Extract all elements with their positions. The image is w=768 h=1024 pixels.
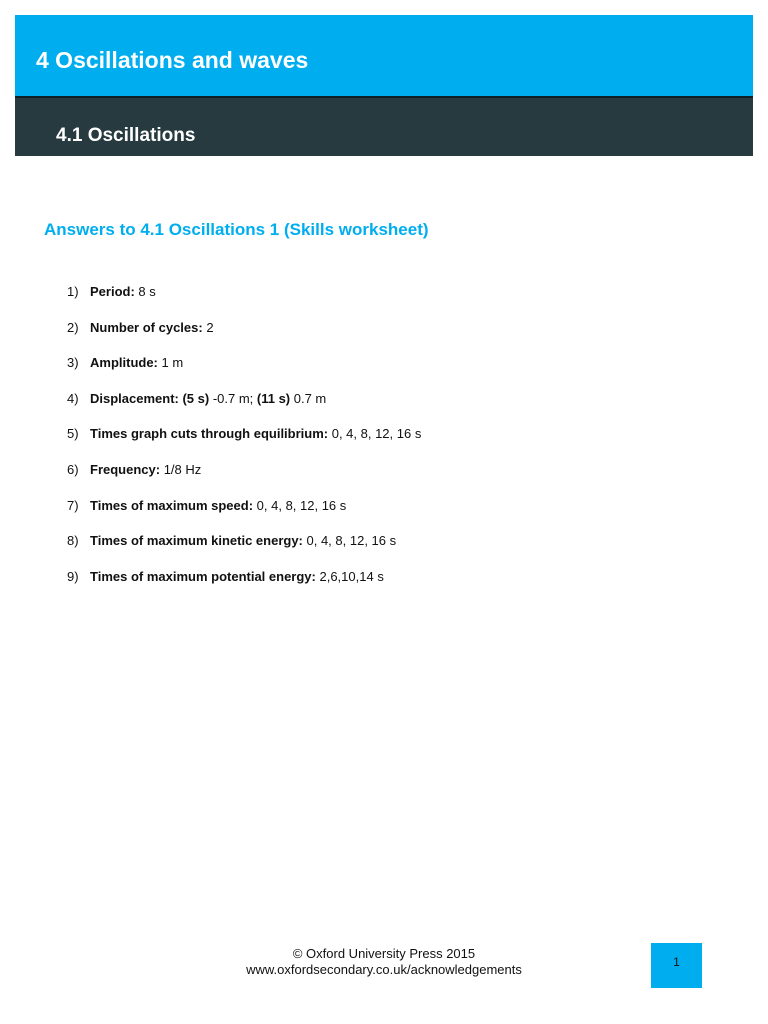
answer-value: 0, 4, 8, 12, 16 s	[253, 497, 347, 513]
answer-label: (11 s)	[256, 390, 291, 406]
answer-item	[0, 319, 768, 355]
answer-text	[90, 319, 214, 336]
answer-item	[0, 425, 768, 461]
chapter-title: 4 Oscillations and waves	[36, 47, 309, 73]
answer-text	[90, 461, 201, 478]
answer-value: 8 s	[134, 284, 156, 299]
answers-heading: Answers to 4.1 Oscillations 1 (Skills worksheet)	[44, 220, 429, 239]
answer-value: 0, 4, 8, 12, 16 s	[302, 533, 397, 549]
answer-label: Amplitude:	[90, 355, 158, 371]
answer-label: Times of maximum potential energy:	[90, 568, 316, 584]
answer-value: 1 m	[157, 355, 184, 371]
answer-number: 6)	[67, 461, 79, 477]
answer-label: Frequency:	[90, 461, 161, 477]
answer-number: 9)	[67, 568, 79, 584]
section-title: 4.1 Oscillations	[56, 125, 196, 146]
answer-value: -0.7 m;	[209, 390, 257, 406]
answer-text	[90, 568, 384, 585]
answer-item	[0, 461, 768, 497]
answer-number: 4)	[67, 390, 79, 406]
answer-value: 0, 4, 8, 12, 16 s	[328, 426, 422, 442]
answer-number: 7)	[67, 497, 79, 513]
answer-number: 8)	[67, 533, 79, 549]
answer-number: 3)	[67, 355, 79, 371]
answer-item	[0, 532, 768, 568]
answer-item	[0, 390, 768, 426]
answer-list	[0, 283, 768, 603]
answer-label: Period:	[90, 284, 135, 299]
answer-item	[0, 354, 768, 390]
copyright-text: © Oxford University Press 2015	[292, 946, 476, 961]
answer-value: 1/8 Hz	[160, 461, 202, 477]
page-number: 1	[651, 943, 702, 988]
answer-number: 2)	[67, 319, 79, 335]
answer-label: Times of maximum kinetic energy:	[90, 533, 303, 549]
answer-text	[90, 354, 183, 371]
answer-item	[0, 283, 768, 319]
answer-value: 2	[202, 319, 214, 335]
footer	[200, 946, 568, 978]
answer-item	[0, 497, 768, 533]
answer-value: 0.7 m	[290, 390, 327, 406]
section-banner	[15, 98, 753, 156]
answer-label: Displacement: (5 s)	[90, 390, 210, 406]
answer-text	[90, 390, 326, 407]
answer-text	[90, 283, 156, 300]
answer-label: Number of cycles:	[90, 319, 203, 335]
answer-value: 2,6,10,14 s	[315, 568, 384, 584]
answer-label: Times of maximum speed:	[90, 497, 254, 513]
answer-text	[90, 532, 396, 549]
answer-text	[90, 497, 346, 514]
answer-number: 5)	[67, 426, 79, 442]
answer-text	[90, 425, 421, 442]
answer-number: 1)	[67, 284, 79, 299]
acknowledgements-url: www.oxfordsecondary.co.uk/acknowledgements	[246, 962, 522, 977]
answer-label: Times graph cuts through equilibrium:	[90, 426, 329, 442]
answer-item	[0, 568, 768, 604]
